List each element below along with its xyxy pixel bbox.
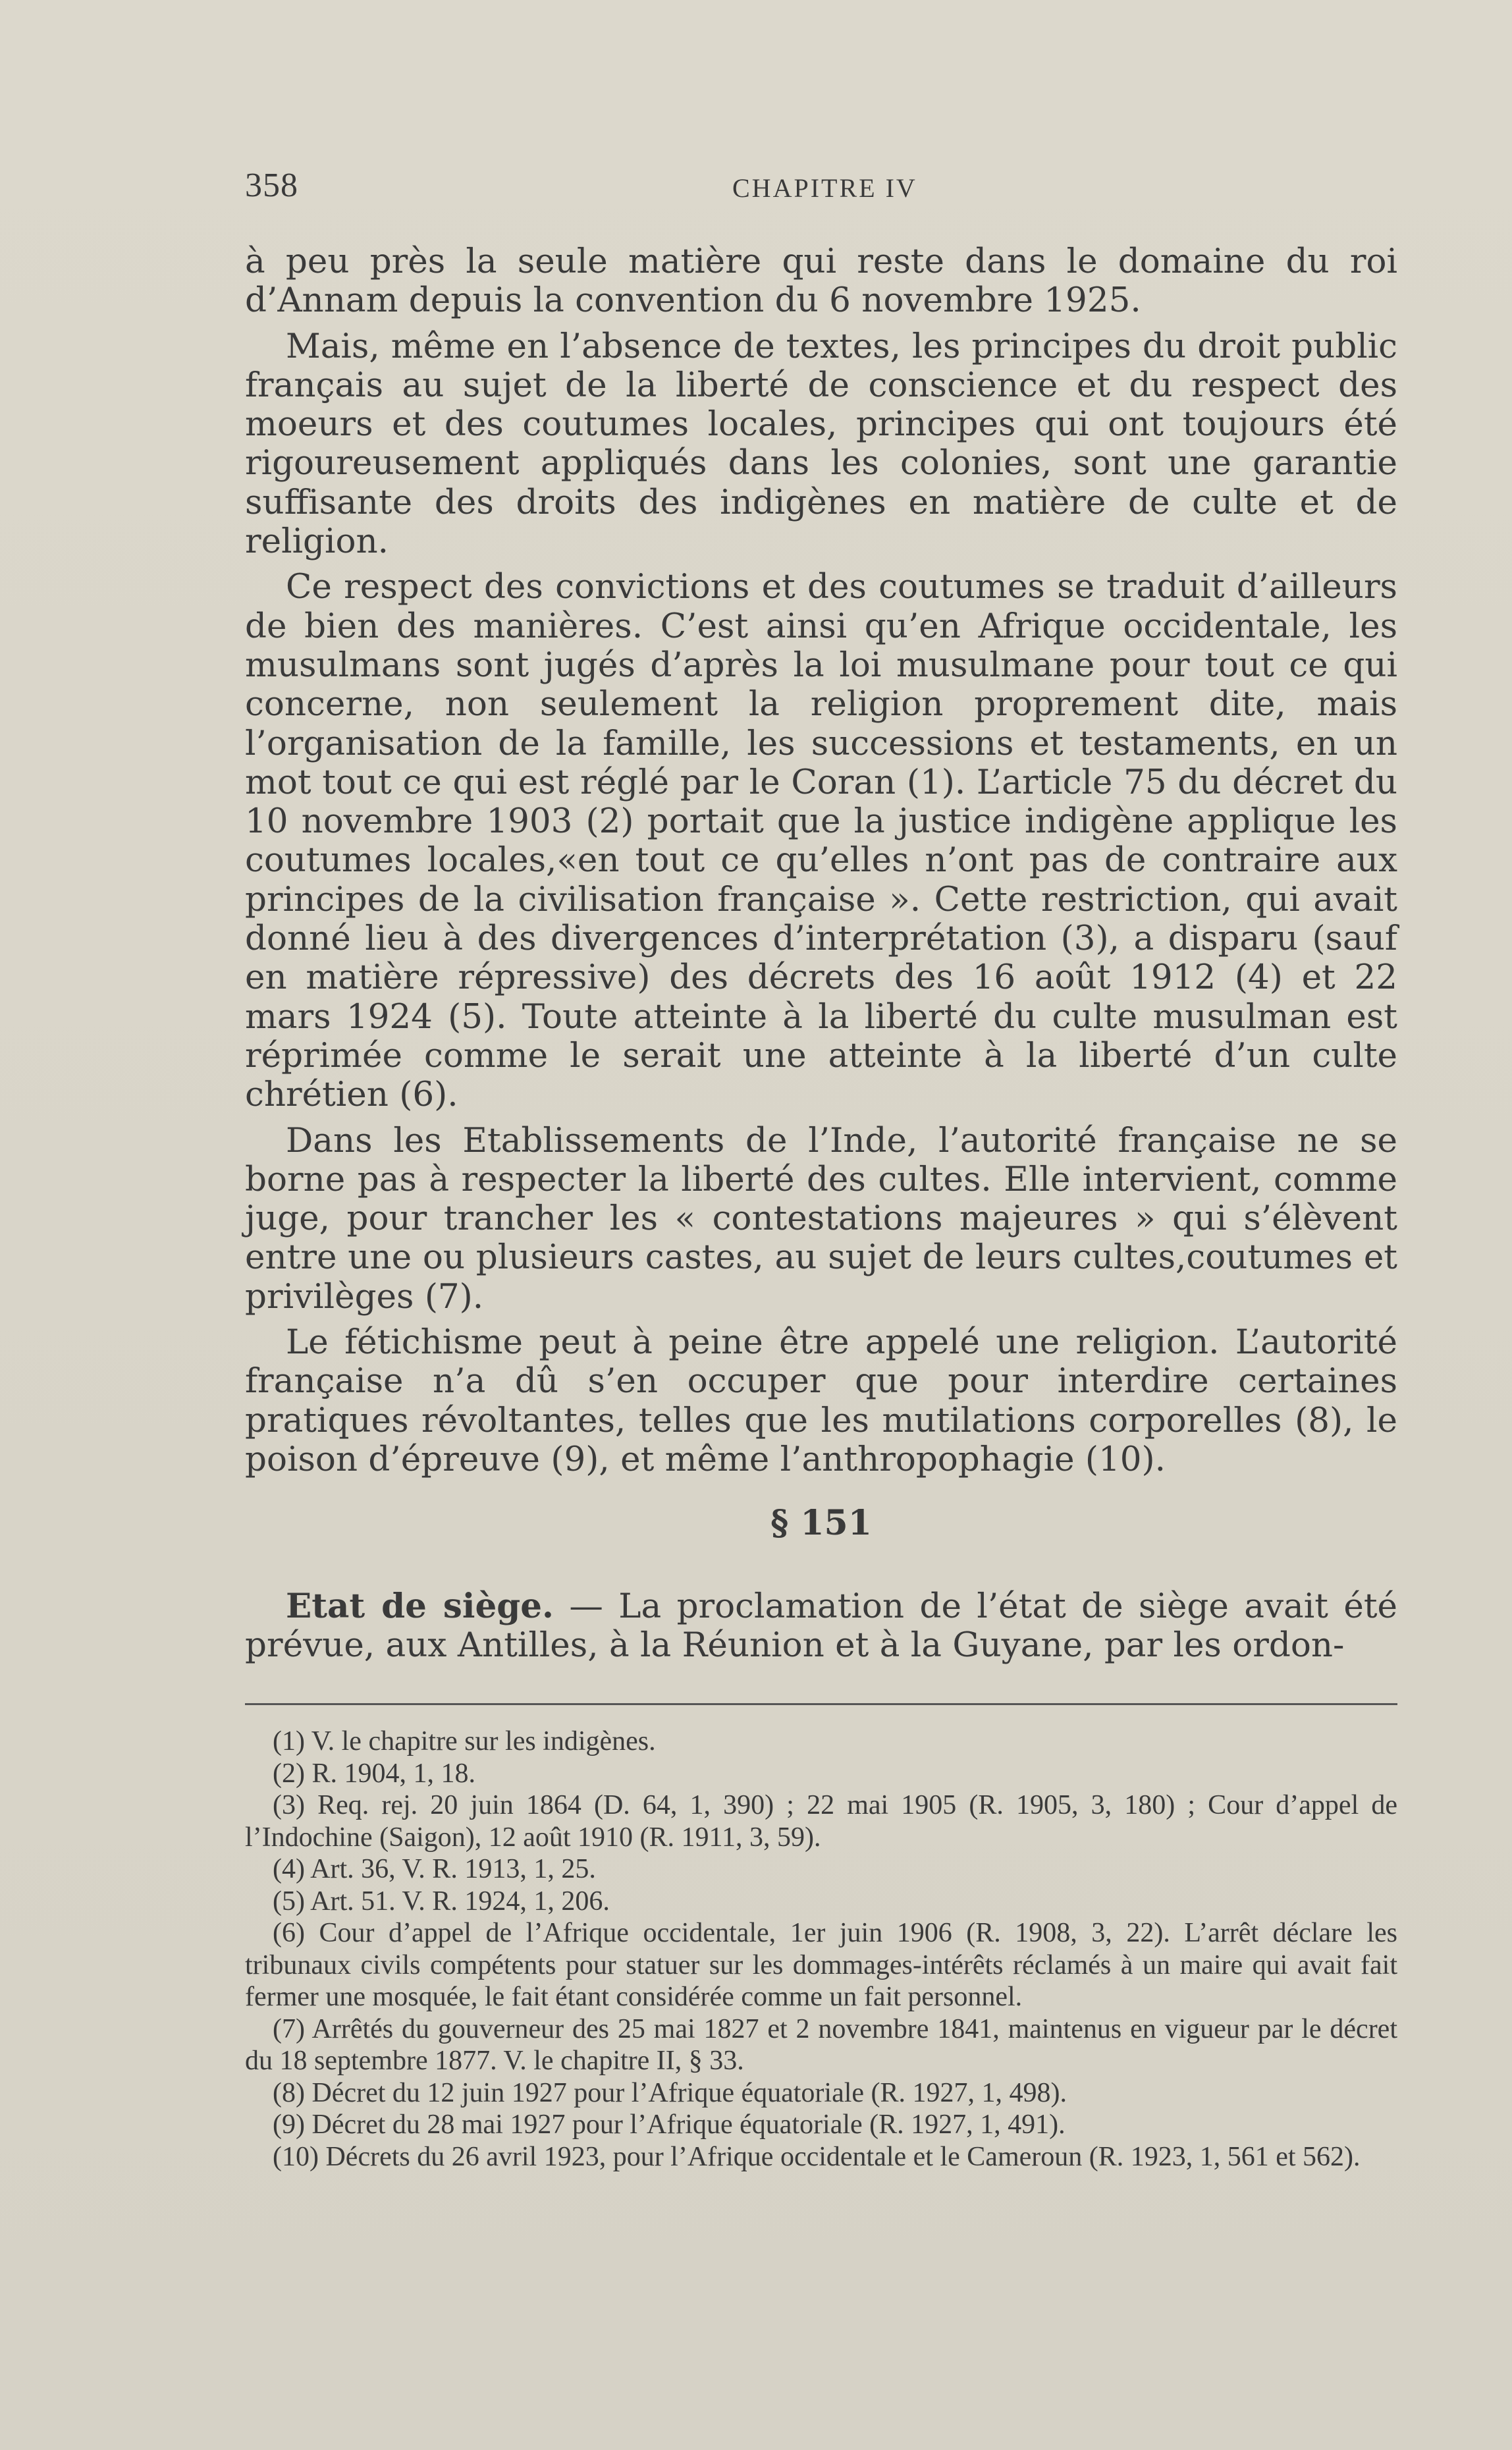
section-number: § 151 bbox=[770, 1503, 872, 1543]
footnote: (8) Décret du 12 juin 1927 pour l’Afrique équatoriale (R. 1927, 1, 498). bbox=[273, 2077, 1067, 2108]
running-head: CHAPITRE IV bbox=[732, 173, 917, 203]
footnote: (7) Arrêtés du gouverneur des 25 mai 1827 et 2 novembre 1841, maintenus en vigueur par le décret du 18 septembre 1877. V. le chapitre II, § 33. bbox=[245, 2013, 1397, 2076]
footnote: (2) R. 1904, 1, 18. bbox=[273, 1758, 475, 1789]
body-text bbox=[245, 242, 1397, 1486]
footnote: (1) V. le chapitre sur les indigènes. bbox=[273, 1726, 656, 1756]
section-heading: Etat de siège. bbox=[286, 1587, 554, 1626]
footnote: (10) Décrets du 26 avril 1923, pour l’Afrique occidentale et le Cameroun (R. 1923, 1, 561 et 562). bbox=[273, 2141, 1361, 2172]
page-number: 358 bbox=[245, 167, 298, 204]
footnotes bbox=[245, 1726, 1397, 2173]
paragraph: Le fétichisme peut à peine être appelé une religion. L’autorité française n’a dû s’en occuper que pour interdire certaines pratiques révoltantes, telles que les mutilations corporelles (8), le poison d’épreuve (9), et même l’anthropophagie (10). bbox=[245, 1322, 1397, 1479]
paragraph: Mais, même en l’absence de textes, les principes du droit public français au sujet de la liberté de conscience et du respect des moeurs et des coutumes locales, principes qui ont toujours été rigoureusement appliqués dans les colonies, sont une garantie suffisante des droits des indigènes en matière de culte et de religion. bbox=[245, 326, 1397, 562]
footnote: (5) Art. 51. V. R. 1924, 1, 206. bbox=[273, 1886, 610, 1917]
section-text bbox=[245, 1587, 1397, 1666]
paragraph: Ce respect des convictions et des coutumes se traduit d’ailleurs de bien des manières. C’est ainsi qu’en Afrique occidentale, les musulmans sont jugés d’après la loi musulmane pour tout ce qui concerne, non seulement la religion proprement dite, mais l’organisation de la famille, les successions et testaments, en un mot tout ce qui est réglé par le Coran (1). L’article 75 du décret du 10 novembre 1903 (2) portait que la justice indigène applique les coutumes locales,«en tout ce qu’elles n’ont pas de contraire aux principes de la civilisation française ». Cette restriction, qui avait donné lieu à des divergences d’interprétation (3), a disparu (sauf en matière répressive) des décrets des 16 août 1912 (4) et 22 mars 1924 (5). Toute atteinte à la liberté du culte musulman est réprimée comme le serait une atteinte à la liberté d’un culte chrétien (6). bbox=[245, 567, 1397, 1115]
page-header bbox=[245, 166, 1397, 205]
footnote: (4) Art. 36, V. R. 1913, 1, 25. bbox=[273, 1854, 596, 1884]
footnote-divider bbox=[245, 1703, 1397, 1705]
footnote: (9) Décret du 28 mai 1927 pour l’Afrique équatoriale (R. 1927, 1, 491). bbox=[273, 2110, 1066, 2140]
section-body: — La proclamation de l’état de siège avait été prévue, aux Antilles, à la Réunion et à la Guyane, par les ordon- bbox=[245, 1587, 1397, 1666]
paragraph: Dans les Etablissements de l’Inde, l’autorité française ne se borne pas à respecter la liberté des cultes. Elle intervient, comme juge, pour trancher les « contestations majeures » qui s’élèvent entre une ou plusieurs castes, au sujet de leurs cultes,coutumes et privilèges (7). bbox=[245, 1120, 1397, 1317]
footnote: (6) Cour d’appel de l’Afrique occidentale, 1er juin 1906 (R. 1908, 3, 22). L’arrêt déclare les tribunaux civils compétents pour statuer sur les dommages-intérêts réclamés à un maire qui avait fait fermer une mosquée, le fait étant considérée comme un fait personnel. bbox=[245, 1918, 1397, 2012]
paragraph: à peu près la seule matière qui reste dans le domaine du roi d’Annam depuis la convention du 6 novembre 1925. bbox=[245, 242, 1397, 321]
section-paragraph bbox=[245, 1587, 1397, 1666]
footnote: (3) Req. rej. 20 juin 1864 (D. 64, 1, 390) ; 22 mai 1905 (R. 1905, 3, 180) ; Cour d’appel de l’Indochine (Saigon), 12 août 1910 (R. 1911, 3, 59). bbox=[245, 1790, 1397, 1853]
